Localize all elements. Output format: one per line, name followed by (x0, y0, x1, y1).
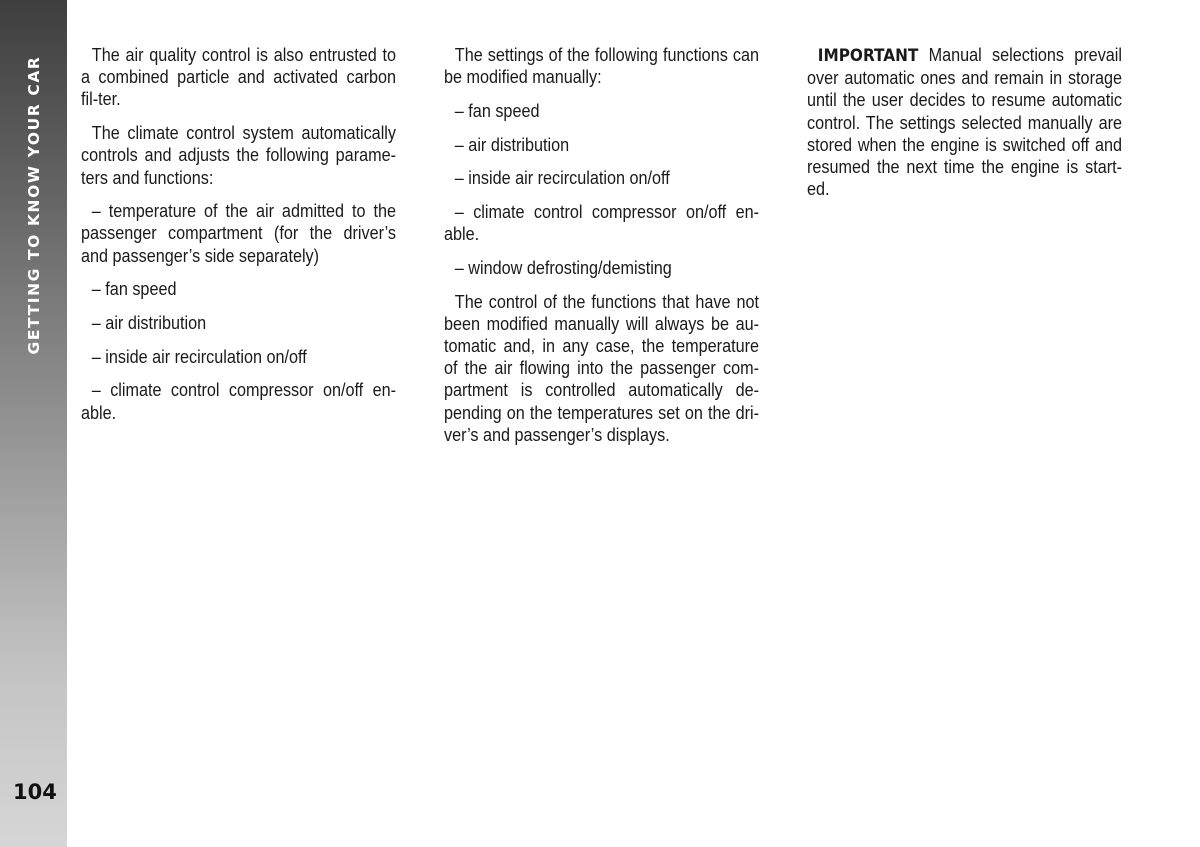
sidebar (0, 0, 67, 847)
list-item: – air distribution (91, 313, 207, 334)
paragraph: The settings of the following functions can be modified manually: (444, 45, 759, 88)
list-item: – air distribution (454, 134, 570, 155)
list-item: – temperature of the air admitted to the passenger compartment (for the driver’s and passenger’s side separately) (81, 201, 397, 266)
page-number: 104 (13, 780, 57, 804)
list-item: – inside air recirculation on/off (454, 168, 670, 189)
list-item: – window defrosting/demisting (454, 257, 672, 278)
paragraph: The control of the functions that have not been modified manually will always be au-tomatic and, in any case, the temperature of the air flowing into the passenger com-partment is controlled automatically de-pending on the temperatures set on the dri-ver’s and passenger’s displays. (444, 291, 759, 445)
important-note (807, 44, 1122, 200)
right-column (807, 44, 1122, 212)
list-item: – inside air recirculation on/off (91, 346, 307, 367)
list-item: – fan speed (91, 279, 177, 300)
list-item: – climate control compressor on/off en-able. (81, 380, 397, 423)
section-title: GETTING TO KNOW YOUR CAR (25, 55, 43, 355)
left-column (81, 44, 396, 435)
list-item: – fan speed (454, 100, 540, 121)
important-text: Manual selections prevail over automatic ones and remain in storage until the user decides to resume automatic control. The settings selected manually are stored when the engine is switched off and resumed the next time the engine is start-ed. (807, 45, 1122, 200)
list-item: – climate control compressor on/off en-able. (444, 202, 759, 245)
middle-column (444, 44, 759, 458)
important-label: IMPORTANT (817, 46, 919, 66)
paragraph: The climate control system automatically controls and adjusts the following parame-ters and functions: (81, 123, 397, 188)
paragraph: The air quality control is also entrusted to a combined particle and activated carbon fil-ter. (81, 45, 397, 110)
